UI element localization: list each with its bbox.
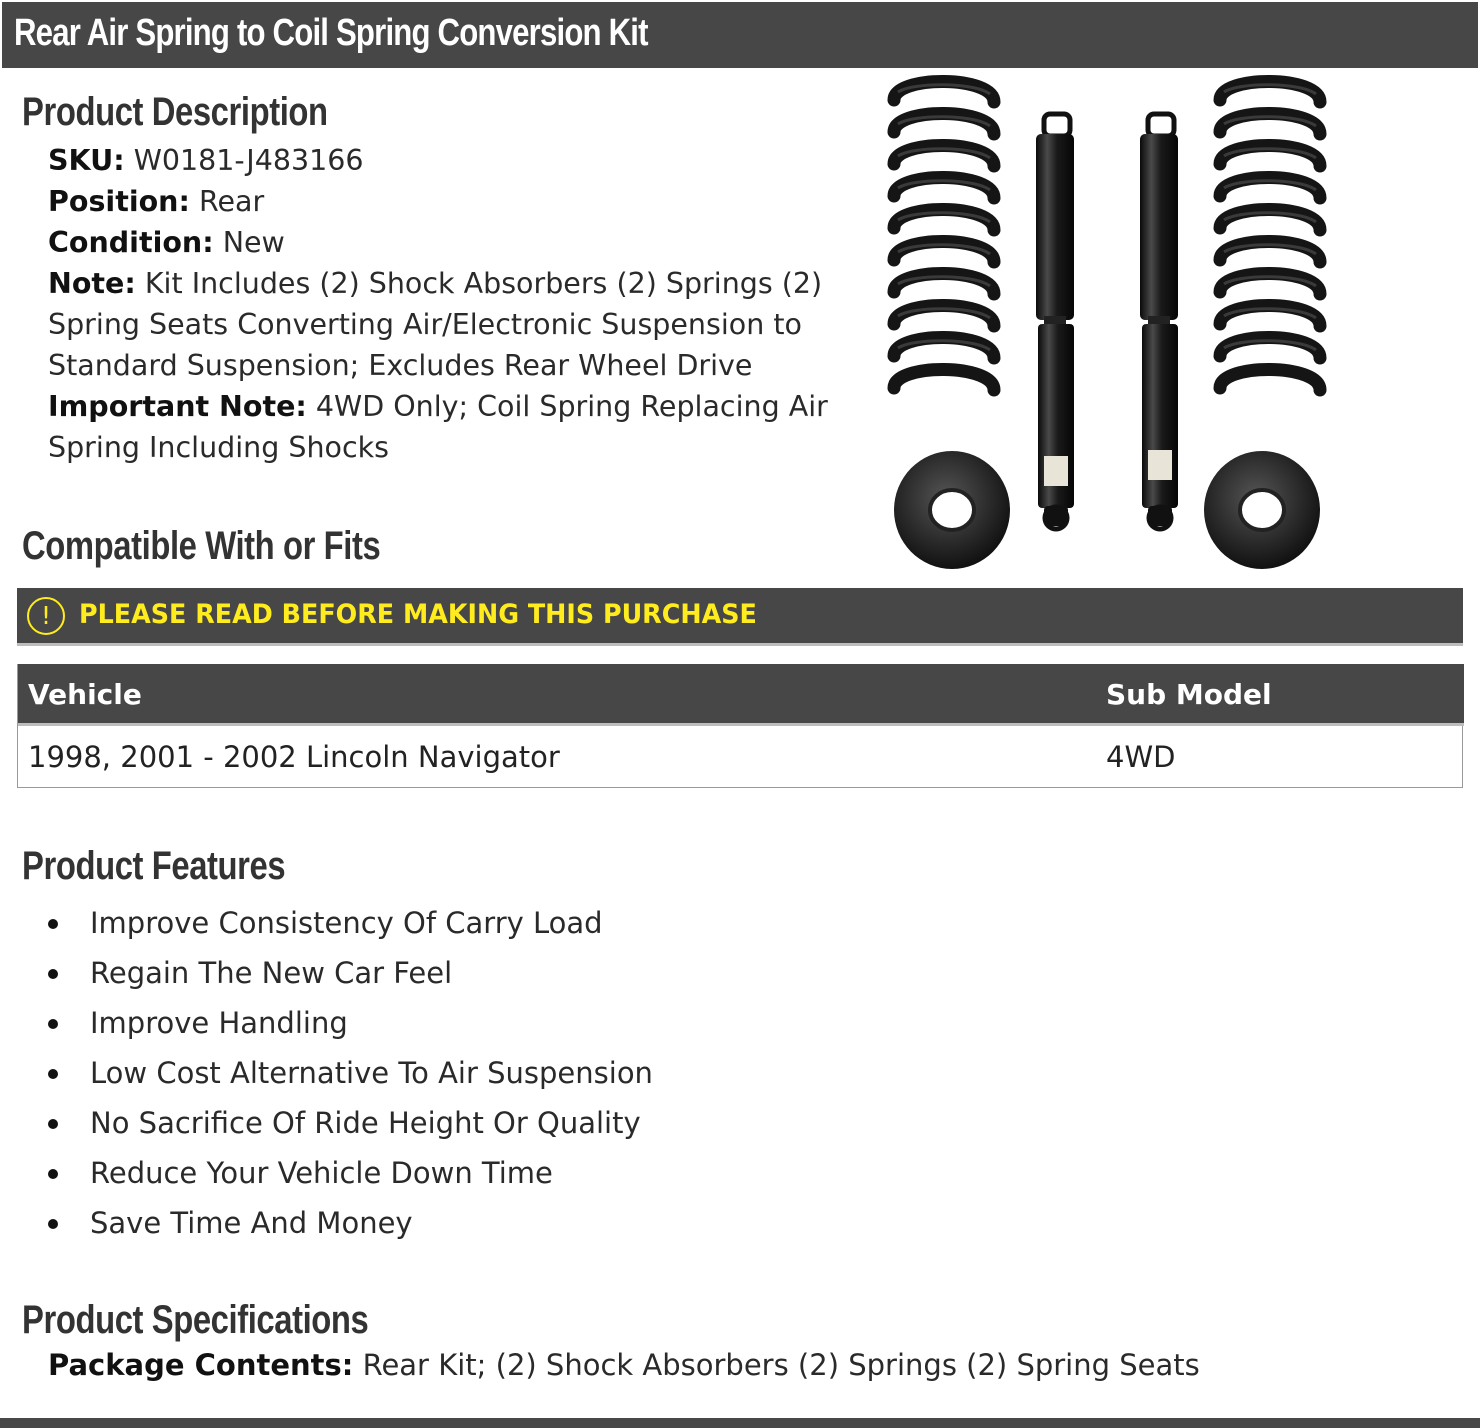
column-header-vehicle: Vehicle (28, 678, 142, 711)
feature-text: Regain The New Car Feel (90, 956, 453, 990)
condition-row (48, 222, 888, 263)
notice-text: PLEASE READ BEFORE MAKING THIS PURCHASE (79, 599, 757, 630)
bullet-icon (48, 919, 58, 929)
position-value: Rear (198, 185, 265, 218)
product-description (48, 140, 888, 468)
condition-value: New (222, 226, 285, 259)
left-shock-absorber (1036, 114, 1074, 529)
sku-row (48, 140, 888, 181)
feature-text: Low Cost Alternative To Air Suspension (90, 1056, 653, 1090)
feature-text: Improve Handling (90, 1006, 348, 1040)
package-contents-value: Rear Kit; (2) Shock Absorbers (2) Springs (2) Spring Seats (362, 1348, 1200, 1382)
important-note-label: Important Note: (48, 390, 307, 423)
product-image (884, 70, 1334, 578)
important-note-row (48, 386, 828, 468)
page-title: Rear Air Spring to Coil Spring Conversion Kit (14, 12, 648, 54)
column-header-sub-model: Sub Model (1106, 678, 1272, 711)
package-contents (48, 1348, 1200, 1382)
bullet-icon (48, 1069, 58, 1079)
title-bar (2, 2, 1478, 68)
product-description-heading: Product Description (22, 90, 328, 134)
position-row (48, 181, 888, 222)
list-item (48, 898, 653, 948)
bullet-icon (48, 1219, 58, 1229)
list-item (48, 998, 653, 1048)
bullet-icon (48, 969, 58, 979)
package-contents-label: Package Contents: (48, 1348, 354, 1382)
list-item (48, 1148, 653, 1198)
features-heading: Product Features (22, 844, 286, 888)
right-shock-absorber (1140, 114, 1178, 529)
note-row (48, 263, 888, 386)
feature-text: No Sacrifice Of Ride Height Or Quality (90, 1106, 641, 1140)
bullet-icon (48, 1019, 58, 1029)
list-item (48, 948, 653, 998)
vehicle-cell: 1998, 2001 - 2002 Lincoln Navigator (28, 740, 560, 774)
purchase-notice (17, 588, 1463, 646)
bullet-icon (48, 1169, 58, 1179)
compatibility-heading: Compatible With or Fits (22, 524, 381, 568)
list-item (48, 1198, 653, 1248)
condition-label: Condition: (48, 226, 214, 259)
note-value: Kit Includes (2) Shock Absorbers (2) Springs (2) Spring Seats Converting Air/Electronic Suspension to Standard Suspension; Excludes Rear Wheel Drive (48, 267, 823, 382)
list-item (48, 1048, 653, 1098)
left-spring-seat (894, 451, 1010, 569)
important-note-value: 4WD Only; Coil Spring Replacing Air Spring Including Shocks (48, 390, 828, 464)
sku-value: W0181-J483166 (133, 144, 364, 177)
bullet-icon (48, 1119, 58, 1129)
warning-icon: ! (27, 597, 65, 635)
fitment-table (17, 664, 1463, 788)
sub-model-cell: 4WD (1106, 740, 1176, 774)
position-label: Position: (48, 185, 190, 218)
fitment-table-header (18, 664, 1464, 726)
feature-text: Save Time And Money (90, 1206, 413, 1240)
note-label: Note: (48, 267, 136, 300)
sku-label: SKU: (48, 144, 125, 177)
list-item (48, 1098, 653, 1148)
footer-bar (0, 1418, 1480, 1428)
feature-text: Improve Consistency Of Carry Load (90, 906, 603, 940)
right-spring-seat (1204, 451, 1320, 569)
feature-text: Reduce Your Vehicle Down Time (90, 1156, 553, 1190)
features-list (48, 898, 653, 1248)
specifications-heading: Product Specifications (22, 1298, 369, 1342)
